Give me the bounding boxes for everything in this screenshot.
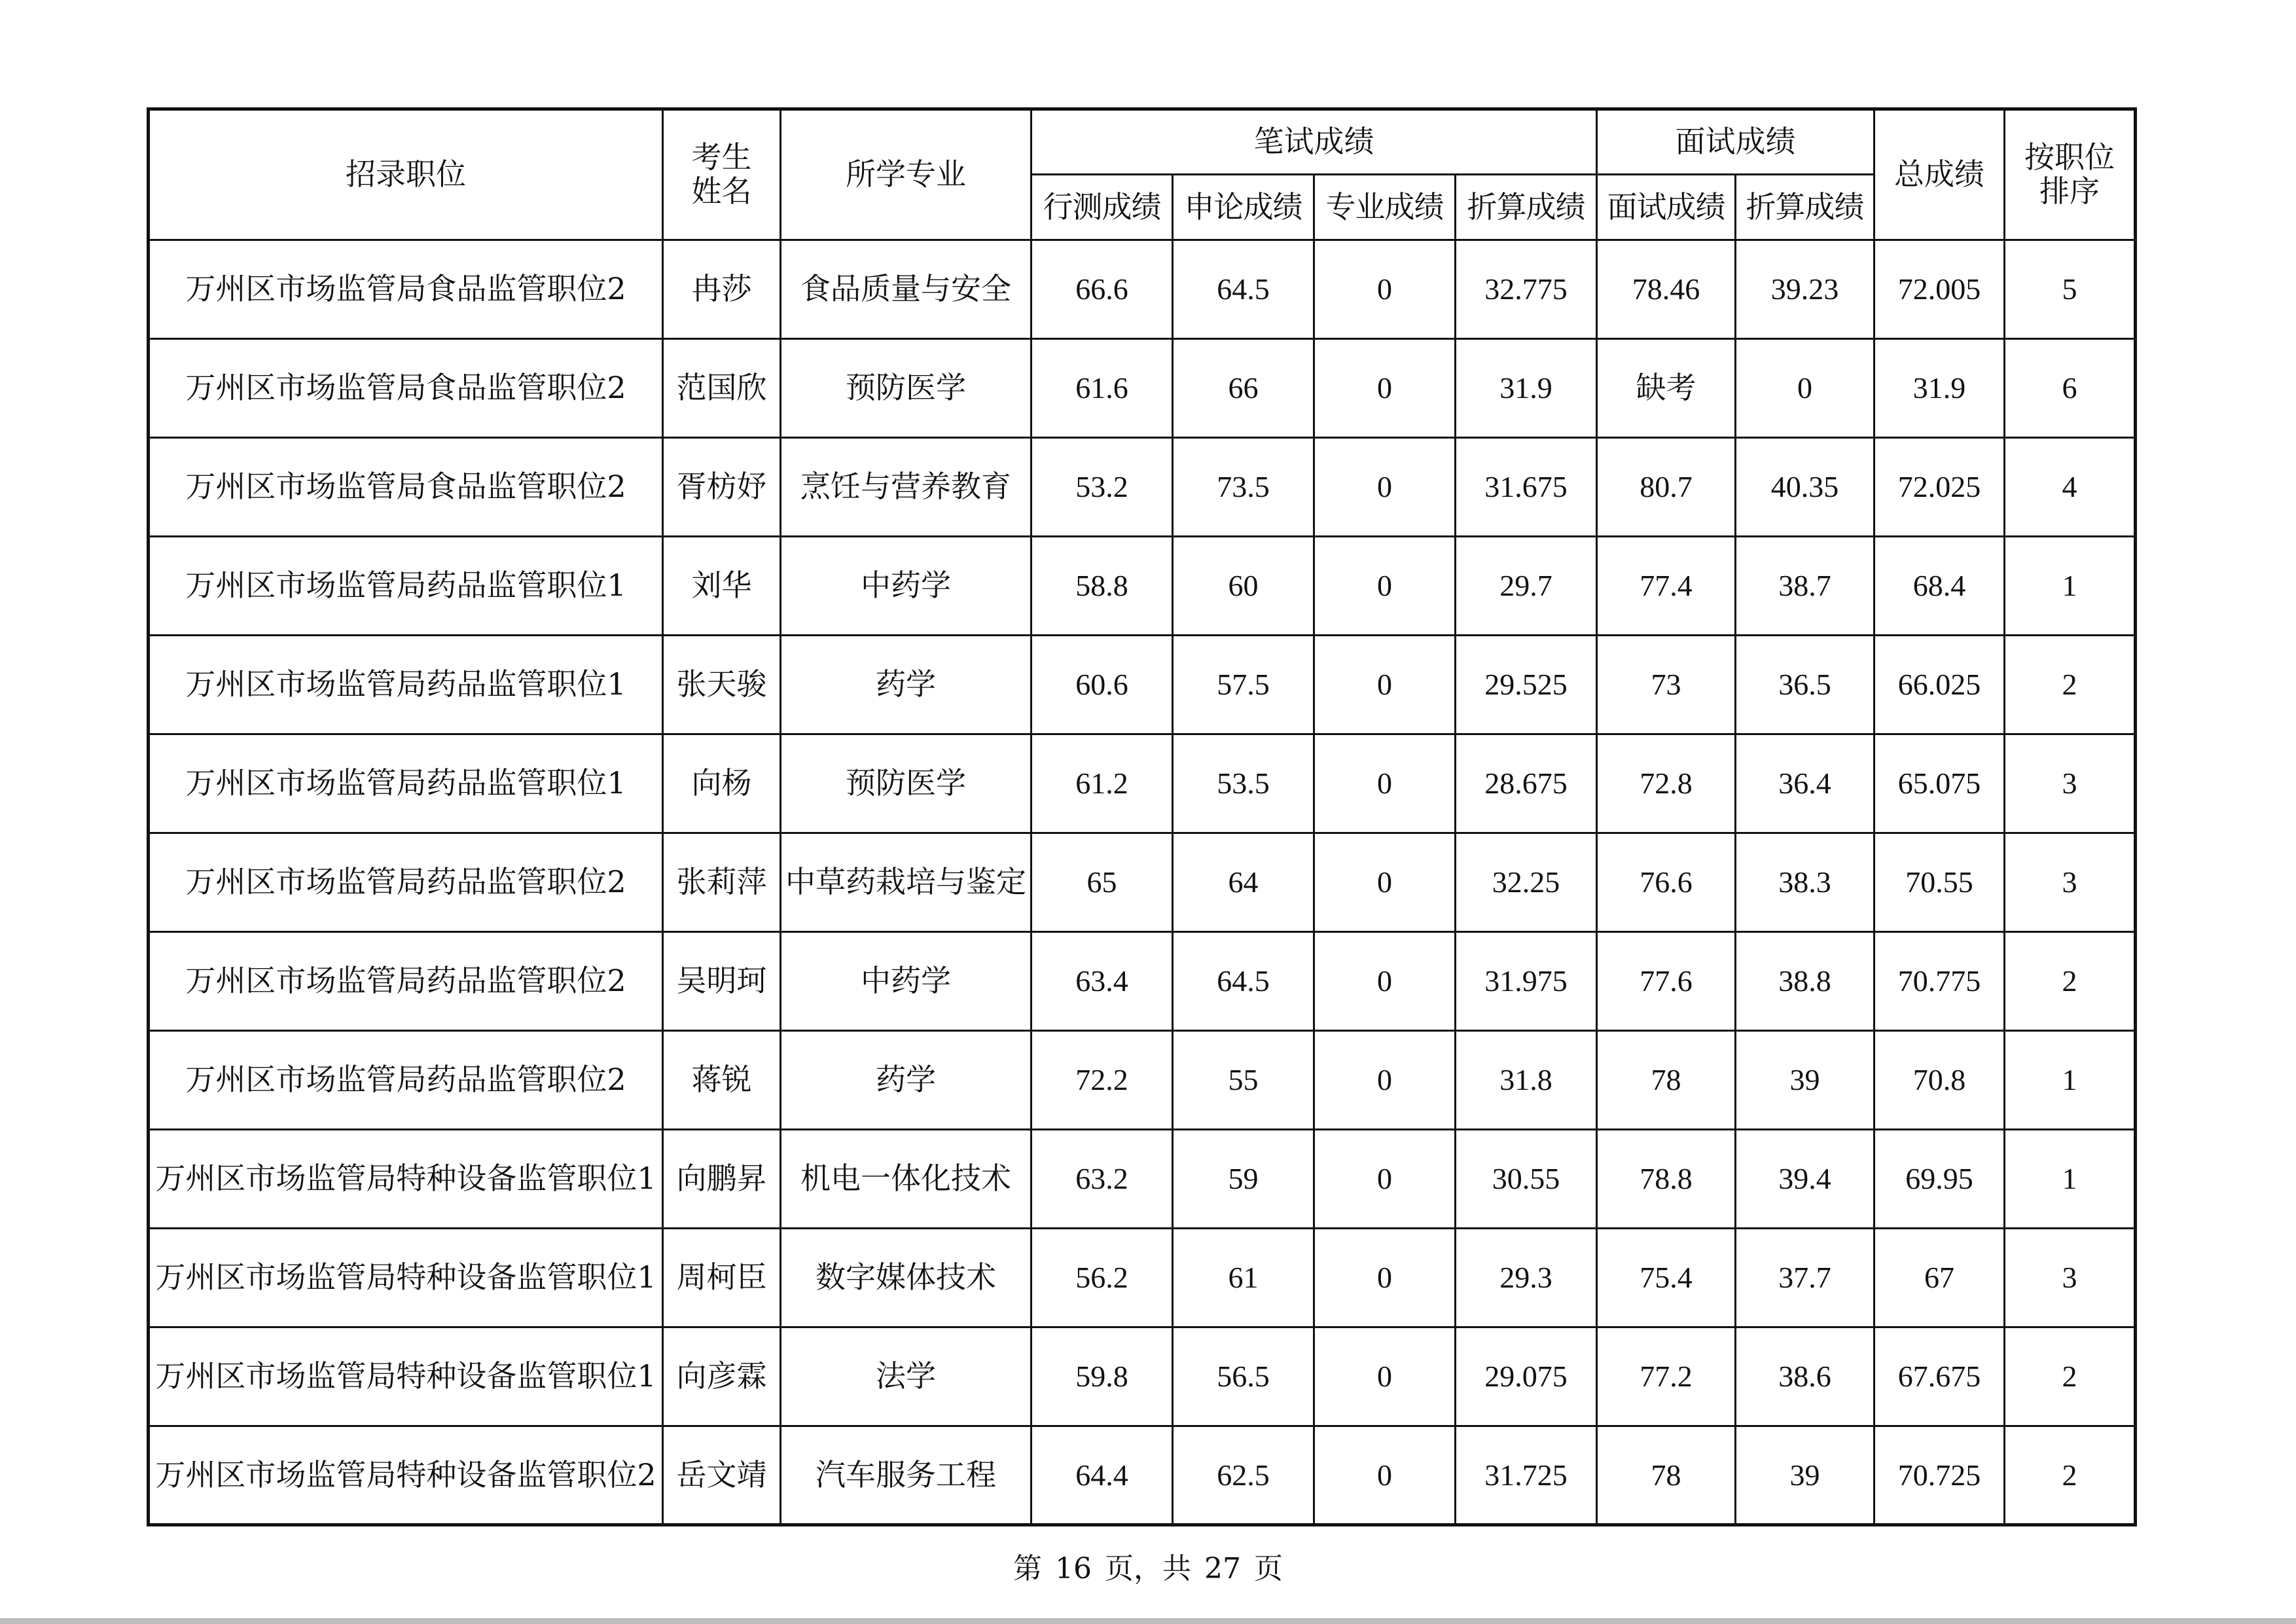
cell-name: 范国欣 [663, 339, 781, 438]
table-row [149, 1426, 2136, 1525]
cell-major: 预防医学 [781, 734, 1031, 833]
cell-total: 70.55 [1874, 833, 2005, 932]
cell-zhuanye: 0 [1314, 1327, 1456, 1426]
cell-major: 数字媒体技术 [781, 1229, 1031, 1327]
cell-shenlun: 64.5 [1173, 240, 1314, 339]
cell-total: 65.075 [1874, 734, 2005, 833]
header-major: 所学专业 [781, 109, 1031, 240]
cell-name: 冉莎 [663, 240, 781, 339]
cell-zhuanye: 0 [1314, 734, 1456, 833]
cell-position: 万州区市场监管局药品监管职位2 [149, 833, 663, 932]
cell-name: 蒋锐 [663, 1031, 781, 1130]
header-written-group: 笔试成绩 [1031, 109, 1597, 175]
header-rank-line1: 按职位 [2024, 139, 2115, 175]
cell-rank: 4 [2005, 438, 2136, 537]
cell-name: 向杨 [663, 734, 781, 833]
cell-interview-converted: 38.3 [1736, 833, 1874, 932]
cell-major: 烹饪与营养教育 [781, 438, 1031, 537]
cell-total: 72.005 [1874, 240, 2005, 339]
cell-shenlun: 64 [1173, 833, 1314, 932]
table-row [149, 833, 2136, 932]
header-written-xingce: 行测成绩 [1031, 175, 1173, 240]
cell-position: 万州区市场监管局药品监管职位1 [149, 734, 663, 833]
header-row-1 [149, 109, 2136, 175]
cell-position: 万州区市场监管局食品监管职位2 [149, 339, 663, 438]
cell-xingce: 63.4 [1031, 932, 1173, 1031]
cell-interview: 72.8 [1597, 734, 1736, 833]
cell-interview: 缺考 [1597, 339, 1736, 438]
header-written-converted: 折算成绩 [1456, 175, 1597, 240]
cell-name: 向彦霖 [663, 1327, 781, 1426]
cell-interview: 77.6 [1597, 932, 1736, 1031]
cell-zhuanye: 0 [1314, 932, 1456, 1031]
cell-name: 胥枋妤 [663, 438, 781, 537]
cell-interview-converted: 37.7 [1736, 1229, 1874, 1327]
cell-written-converted: 29.525 [1456, 636, 1597, 734]
cell-zhuanye: 0 [1314, 339, 1456, 438]
cell-interview: 75.4 [1597, 1229, 1736, 1327]
cell-total: 70.8 [1874, 1031, 2005, 1130]
cell-shenlun: 59 [1173, 1130, 1314, 1229]
cell-interview-converted: 36.4 [1736, 734, 1874, 833]
cell-zhuanye: 0 [1314, 1426, 1456, 1525]
table-row [149, 537, 2136, 636]
cell-major: 法学 [781, 1327, 1031, 1426]
cell-xingce: 72.2 [1031, 1031, 1173, 1130]
header-rank-line2: 排序 [2039, 173, 2100, 209]
cell-zhuanye: 0 [1314, 438, 1456, 537]
cell-written-converted: 29.3 [1456, 1229, 1597, 1327]
cell-position: 万州区市场监管局药品监管职位1 [149, 537, 663, 636]
table-row [149, 932, 2136, 1031]
header-name-line1: 考生 [691, 139, 752, 175]
cell-written-converted: 31.975 [1456, 932, 1597, 1031]
header-interview-group: 面试成绩 [1597, 109, 1874, 175]
table-row [149, 1130, 2136, 1229]
cell-rank: 1 [2005, 1130, 2136, 1229]
cell-zhuanye: 0 [1314, 537, 1456, 636]
cell-interview: 77.4 [1597, 537, 1736, 636]
header-interview-converted: 折算成绩 [1736, 175, 1874, 240]
header-name-line2: 姓名 [691, 173, 752, 209]
cell-total: 31.9 [1874, 339, 2005, 438]
cell-shenlun: 66 [1173, 339, 1314, 438]
cell-total: 70.775 [1874, 932, 2005, 1031]
table-row [149, 1229, 2136, 1327]
cell-major: 中草药栽培与鉴定 [781, 833, 1031, 932]
cell-interview-converted: 36.5 [1736, 636, 1874, 734]
cell-major: 中药学 [781, 537, 1031, 636]
cell-total: 67.675 [1874, 1327, 2005, 1426]
cell-written-converted: 30.55 [1456, 1130, 1597, 1229]
cell-shenlun: 60 [1173, 537, 1314, 636]
cell-major: 预防医学 [781, 339, 1031, 438]
cell-interview: 77.2 [1597, 1327, 1736, 1426]
cell-major: 药学 [781, 1031, 1031, 1130]
cell-interview: 80.7 [1597, 438, 1736, 537]
cell-rank: 3 [2005, 1229, 2136, 1327]
cell-xingce: 64.4 [1031, 1426, 1173, 1525]
cell-zhuanye: 0 [1314, 636, 1456, 734]
cell-interview-converted: 38.6 [1736, 1327, 1874, 1426]
cell-major: 中药学 [781, 932, 1031, 1031]
cell-interview-converted: 39 [1736, 1031, 1874, 1130]
cell-interview: 78 [1597, 1031, 1736, 1130]
cell-xingce: 61.2 [1031, 734, 1173, 833]
cell-total: 68.4 [1874, 537, 2005, 636]
cell-written-converted: 32.25 [1456, 833, 1597, 932]
cell-written-converted: 31.8 [1456, 1031, 1597, 1130]
cell-interview: 78.8 [1597, 1130, 1736, 1229]
cell-total: 69.95 [1874, 1130, 2005, 1229]
cell-rank: 2 [2005, 1327, 2136, 1426]
cell-shenlun: 62.5 [1173, 1426, 1314, 1525]
cell-rank: 3 [2005, 734, 2136, 833]
cell-position: 万州区市场监管局食品监管职位2 [149, 240, 663, 339]
cell-shenlun: 55 [1173, 1031, 1314, 1130]
cell-interview-converted: 39.4 [1736, 1130, 1874, 1229]
cell-name: 周柯臣 [663, 1229, 781, 1327]
cell-interview-converted: 0 [1736, 339, 1874, 438]
cell-shenlun: 57.5 [1173, 636, 1314, 734]
cell-written-converted: 29.075 [1456, 1327, 1597, 1426]
cell-rank: 1 [2005, 537, 2136, 636]
cell-xingce: 61.6 [1031, 339, 1173, 438]
cell-shenlun: 56.5 [1173, 1327, 1314, 1426]
cell-xingce: 58.8 [1031, 537, 1173, 636]
table-row [149, 734, 2136, 833]
cell-interview: 76.6 [1597, 833, 1736, 932]
cell-total: 72.025 [1874, 438, 2005, 537]
cell-major: 食品质量与安全 [781, 240, 1031, 339]
cell-rank: 2 [2005, 1426, 2136, 1525]
header-position: 招录职位 [149, 109, 663, 240]
cell-position: 万州区市场监管局特种设备监管职位1 [149, 1327, 663, 1426]
cell-total: 70.725 [1874, 1426, 2005, 1525]
header-written-major: 专业成绩 [1314, 175, 1456, 240]
score-table [147, 107, 2137, 1526]
cell-total: 67 [1874, 1229, 2005, 1327]
header-interview-score: 面试成绩 [1597, 175, 1736, 240]
table-row [149, 1327, 2136, 1426]
header-rank [2005, 109, 2136, 240]
cell-interview-converted: 38.7 [1736, 537, 1874, 636]
cell-xingce: 60.6 [1031, 636, 1173, 734]
cell-shenlun: 73.5 [1173, 438, 1314, 537]
cell-major: 汽车服务工程 [781, 1426, 1031, 1525]
cell-interview-converted: 39.23 [1736, 240, 1874, 339]
cell-interview: 73 [1597, 636, 1736, 734]
cell-position: 万州区市场监管局特种设备监管职位1 [149, 1130, 663, 1229]
cell-written-converted: 32.775 [1456, 240, 1597, 339]
cell-xingce: 53.2 [1031, 438, 1173, 537]
cell-shenlun: 53.5 [1173, 734, 1314, 833]
cell-interview: 78 [1597, 1426, 1736, 1525]
cell-position: 万州区市场监管局特种设备监管职位2 [149, 1426, 663, 1525]
cell-name: 张莉萍 [663, 833, 781, 932]
header-written-shenlun: 申论成绩 [1173, 175, 1314, 240]
cell-written-converted: 31.675 [1456, 438, 1597, 537]
cell-rank: 5 [2005, 240, 2136, 339]
cell-position: 万州区市场监管局药品监管职位2 [149, 932, 663, 1031]
cell-zhuanye: 0 [1314, 833, 1456, 932]
cell-xingce: 56.2 [1031, 1229, 1173, 1327]
cell-xingce: 65 [1031, 833, 1173, 932]
cell-zhuanye: 0 [1314, 1130, 1456, 1229]
cell-rank: 1 [2005, 1031, 2136, 1130]
cell-interview-converted: 39 [1736, 1426, 1874, 1525]
cell-rank: 3 [2005, 833, 2136, 932]
cell-written-converted: 29.7 [1456, 537, 1597, 636]
table-row [149, 339, 2136, 438]
cell-written-converted: 28.675 [1456, 734, 1597, 833]
page-number: 第 16 页，共 27 页 [1013, 1552, 1283, 1585]
cell-shenlun: 61 [1173, 1229, 1314, 1327]
cell-xingce: 59.8 [1031, 1327, 1173, 1426]
cell-name: 刘华 [663, 537, 781, 636]
cell-xingce: 63.2 [1031, 1130, 1173, 1229]
cell-rank: 6 [2005, 339, 2136, 438]
table-row [149, 1031, 2136, 1130]
cell-written-converted: 31.725 [1456, 1426, 1597, 1525]
cell-zhuanye: 0 [1314, 1031, 1456, 1130]
cell-interview: 78.46 [1597, 240, 1736, 339]
cell-written-converted: 31.9 [1456, 339, 1597, 438]
cell-position: 万州区市场监管局药品监管职位2 [149, 1031, 663, 1130]
cell-name: 张天骏 [663, 636, 781, 734]
table-row [149, 636, 2136, 734]
cell-rank: 2 [2005, 932, 2136, 1031]
cell-rank: 2 [2005, 636, 2136, 734]
cell-zhuanye: 0 [1314, 1229, 1456, 1327]
table-row [149, 240, 2136, 339]
page-bottom-edge [0, 1618, 2296, 1624]
cell-name: 吴明珂 [663, 932, 781, 1031]
cell-name: 岳文靖 [663, 1426, 781, 1525]
cell-name: 向鹏昇 [663, 1130, 781, 1229]
cell-major: 药学 [781, 636, 1031, 734]
cell-interview-converted: 38.8 [1736, 932, 1874, 1031]
cell-position: 万州区市场监管局食品监管职位2 [149, 438, 663, 537]
cell-xingce: 66.6 [1031, 240, 1173, 339]
cell-shenlun: 64.5 [1173, 932, 1314, 1031]
cell-major: 机电一体化技术 [781, 1130, 1031, 1229]
table-row [149, 438, 2136, 537]
cell-position: 万州区市场监管局特种设备监管职位1 [149, 1229, 663, 1327]
cell-total: 66.025 [1874, 636, 2005, 734]
cell-interview-converted: 40.35 [1736, 438, 1874, 537]
header-name [663, 109, 781, 240]
cell-zhuanye: 0 [1314, 240, 1456, 339]
cell-position: 万州区市场监管局药品监管职位1 [149, 636, 663, 734]
header-total: 总成绩 [1874, 109, 2005, 240]
